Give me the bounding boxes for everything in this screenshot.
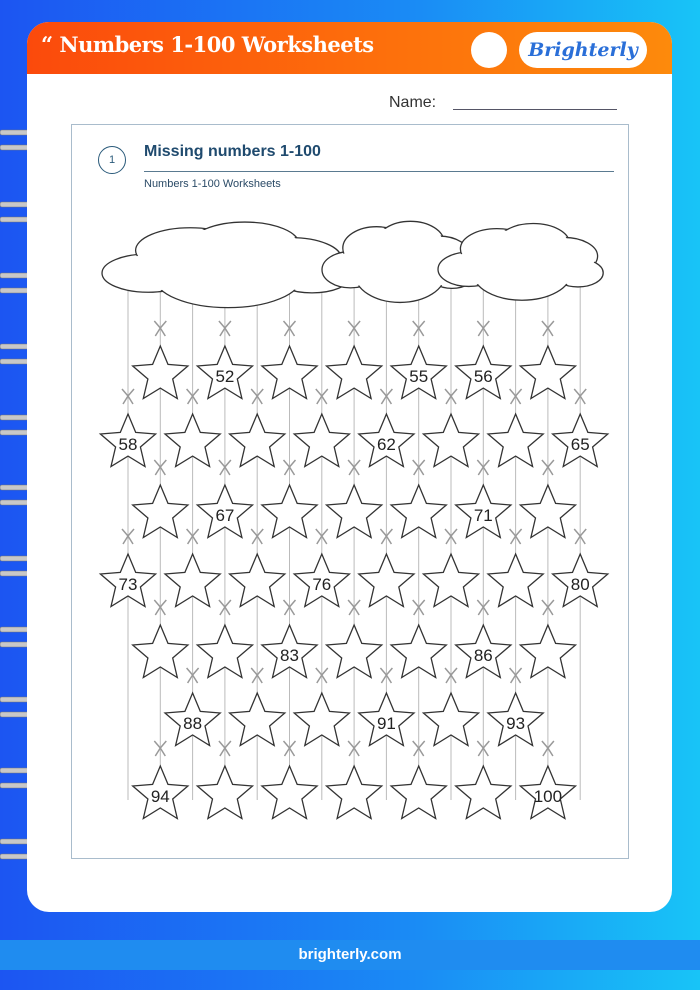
exercise-subtitle: Numbers 1-100 Worksheets	[144, 178, 281, 190]
cloud	[438, 224, 603, 301]
star-number: 55	[409, 367, 429, 386]
brighterly-logo: Brighterly	[519, 32, 647, 68]
star-number: 76	[312, 575, 332, 594]
star-number: 100	[533, 787, 563, 806]
star-number: 94	[150, 787, 170, 806]
star-number: 83	[280, 646, 299, 665]
star-number: 65	[570, 435, 590, 454]
star-number: 88	[183, 714, 203, 733]
cloud	[102, 222, 350, 308]
star-number: 91	[376, 714, 396, 733]
star-number: 86	[473, 646, 493, 665]
star-number: 73	[118, 575, 138, 594]
exercise-title: Missing numbers 1-100	[144, 143, 321, 160]
star-number: 71	[473, 506, 493, 525]
star-number: 62	[376, 435, 396, 454]
name-label: Name:	[389, 94, 437, 111]
footer: brighterly.com	[0, 940, 700, 970]
star-number: 80	[570, 575, 590, 594]
star-number: 52	[215, 367, 235, 386]
star-number: 93	[506, 714, 526, 733]
page-title: “ Numbers 1-100 Worksheets	[41, 32, 374, 57]
exercise-number: 1	[98, 146, 126, 174]
star-number: 56	[473, 367, 493, 386]
star-number: 58	[118, 435, 138, 454]
star-number: 67	[215, 506, 235, 525]
